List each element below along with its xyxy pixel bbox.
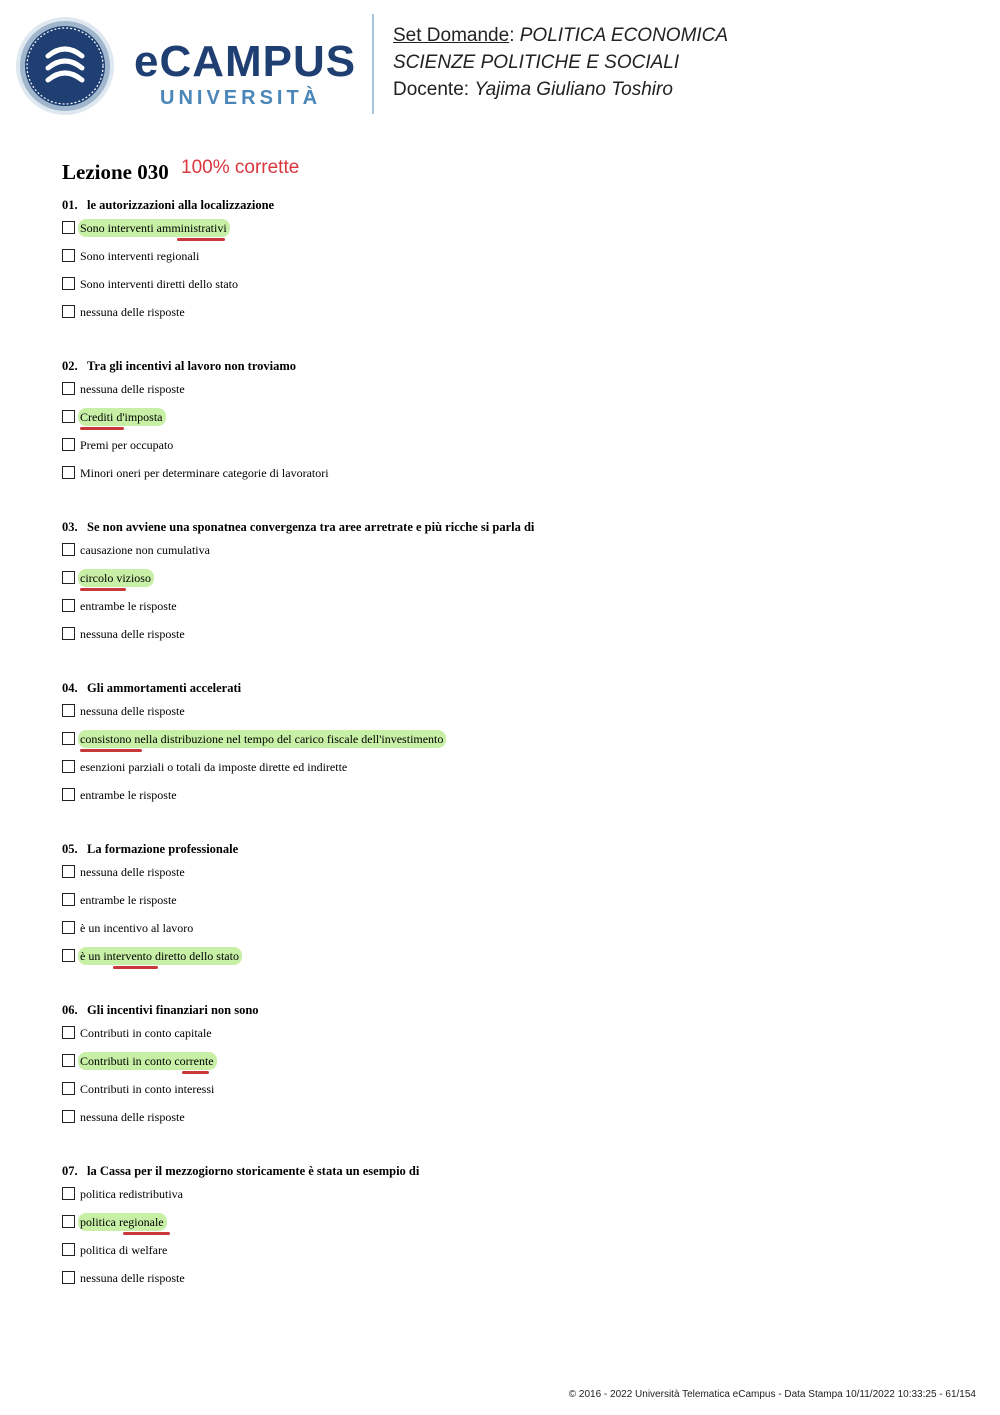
answer-option[interactable] — [62, 221, 962, 249]
header-divider — [372, 14, 374, 114]
answer-checkbox[interactable] — [62, 599, 75, 612]
answer-text: Contributi in conto capitale — [80, 1026, 212, 1040]
question-list — [62, 196, 962, 1323]
question-text: le autorizzazioni alla localizzazione — [87, 198, 275, 212]
correct-answer-text: Crediti d'imposta — [78, 408, 166, 426]
answer-text: nessuna delle risposte — [80, 1271, 185, 1285]
answer-text: Sono interventi regionali — [80, 249, 200, 263]
question-number: 04. — [62, 681, 78, 695]
answer-checkbox[interactable] — [62, 921, 75, 934]
ecampus-seal-icon — [14, 16, 116, 116]
answer-option[interactable] — [62, 438, 962, 466]
question-text: Gli incentivi finanziari non sono — [87, 1003, 259, 1017]
set-label: Set Domande — [393, 25, 510, 46]
question-title — [62, 840, 962, 858]
answer-checkbox[interactable] — [62, 949, 75, 962]
answer-checkbox[interactable] — [62, 438, 75, 451]
question-text: Se non avviene una sponatnea convergenza tra aree arretrate e più ricche si parla di — [87, 520, 535, 534]
answer-checkbox[interactable] — [62, 788, 75, 801]
answer-checkbox[interactable] — [62, 1082, 75, 1095]
answer-checkbox[interactable] — [62, 382, 75, 395]
score-label: 100% corrette — [181, 157, 300, 178]
answer-text: nessuna delle risposte — [80, 1110, 185, 1124]
answer-option[interactable] — [62, 732, 962, 760]
answer-text: nessuna delle risposte — [80, 865, 185, 879]
page-footer: © 2016 - 2022 Università Telematica eCampus - Data Stampa 10/11/2022 10:33:25 - 61/154 — [568, 1389, 976, 1400]
answer-text: Minori oneri per determinare categorie di lavoratori — [80, 466, 329, 480]
question-block — [62, 357, 962, 494]
answer-text: nessuna delle risposte — [80, 704, 185, 718]
answer-checkbox[interactable] — [62, 1110, 75, 1123]
question-title — [62, 1162, 962, 1180]
answer-checkbox[interactable] — [62, 1243, 75, 1256]
answer-option[interactable] — [62, 382, 962, 410]
answer-checkbox[interactable] — [62, 249, 75, 262]
page-header — [0, 0, 1000, 130]
question-title — [62, 196, 962, 214]
answer-text: entrambe le risposte — [80, 893, 177, 907]
answer-text: è un incentivo al lavoro — [80, 921, 194, 935]
question-number: 02. — [62, 359, 78, 373]
answer-checkbox[interactable] — [62, 732, 75, 745]
answer-underline-mark — [80, 749, 142, 752]
answer-text: esenzioni parziali o totali da imposte dirette ed indirette — [80, 760, 348, 774]
answer-text: Premi per occupato — [80, 438, 174, 452]
answer-checkbox[interactable] — [62, 627, 75, 640]
answer-checkbox[interactable] — [62, 221, 75, 234]
docente-name: Yajima Giuliano Toshiro — [474, 79, 673, 100]
answer-checkbox[interactable] — [62, 305, 75, 318]
answer-option[interactable] — [62, 704, 962, 732]
answer-underline-mark — [182, 1071, 209, 1074]
answer-option[interactable] — [62, 277, 962, 305]
logo-subtitle: UNIVERSITÀ — [160, 87, 322, 109]
answer-underline-mark — [80, 427, 124, 430]
correct-answer-text: è un intervento diretto dello stato — [78, 947, 242, 965]
lesson-heading — [62, 160, 169, 185]
answer-option[interactable] — [62, 921, 962, 949]
question-block — [62, 1001, 962, 1138]
answer-option[interactable] — [62, 893, 962, 921]
answer-text: causazione non cumulativa — [80, 543, 210, 557]
question-text: Gli ammortamenti accelerati — [87, 681, 242, 695]
answer-option[interactable] — [62, 1215, 962, 1243]
answer-checkbox[interactable] — [62, 466, 75, 479]
answer-option[interactable] — [62, 949, 962, 977]
answer-text: nessuna delle risposte — [80, 382, 185, 396]
answer-text: politica di welfare — [80, 1243, 168, 1257]
answer-text: nessuna delle risposte — [80, 627, 185, 641]
subject-name: POLITICA ECONOMICA — [519, 25, 729, 46]
question-number: 03. — [62, 520, 78, 534]
answer-text: politica redistributiva — [80, 1187, 183, 1201]
answer-option[interactable] — [62, 788, 962, 816]
answer-option[interactable] — [62, 1110, 962, 1138]
answer-text: Contributi in conto interessi — [80, 1082, 215, 1096]
question-block — [62, 196, 962, 333]
answer-option[interactable] — [62, 466, 962, 494]
question-text: La formazione professionale — [87, 842, 239, 856]
answer-text: entrambe le risposte — [80, 599, 177, 613]
answer-option[interactable] — [62, 599, 962, 627]
answer-checkbox[interactable] — [62, 1026, 75, 1039]
answer-checkbox[interactable] — [62, 277, 75, 290]
answer-option[interactable] — [62, 571, 962, 599]
answer-option[interactable] — [62, 1054, 962, 1082]
answer-checkbox[interactable] — [62, 410, 75, 423]
answer-checkbox[interactable] — [62, 704, 75, 717]
answer-text: nessuna delle risposte — [80, 305, 185, 319]
question-number: 01. — [62, 198, 78, 212]
answer-underline-mark — [80, 588, 126, 591]
answer-text: entrambe le risposte — [80, 788, 177, 802]
question-text: Tra gli incentivi al lavoro non troviamo — [87, 359, 297, 373]
answer-checkbox[interactable] — [62, 865, 75, 878]
question-title — [62, 1001, 962, 1019]
answer-checkbox[interactable] — [62, 760, 75, 773]
question-block — [62, 518, 962, 655]
question-title — [62, 679, 962, 697]
answer-option[interactable] — [62, 1026, 962, 1054]
question-number: 07. — [62, 1164, 78, 1178]
answer-option[interactable] — [62, 760, 962, 788]
logo-wordmark: eCAMPUS — [134, 37, 357, 86]
question-number: 06. — [62, 1003, 78, 1017]
answer-checkbox[interactable] — [62, 1187, 75, 1200]
answer-option[interactable] — [62, 305, 962, 333]
correct-answer-text: Contributi in conto corrente — [78, 1052, 217, 1070]
answer-option[interactable] — [62, 627, 962, 655]
faculty-name: SCIENZE POLITICHE E SOCIALI — [393, 52, 680, 73]
question-number: 05. — [62, 842, 78, 856]
answer-checkbox[interactable] — [62, 893, 75, 906]
question-block — [62, 1162, 962, 1299]
lesson-title: Lezione 030 — [62, 160, 169, 184]
answer-option[interactable] — [62, 249, 962, 277]
answer-option[interactable] — [62, 1243, 962, 1271]
correct-answer-text: consistono nella distribuzione nel tempo del carico fiscale dell'investimento — [78, 730, 446, 748]
answer-underline-mark — [113, 966, 158, 969]
answer-checkbox[interactable] — [62, 1215, 75, 1228]
question-title — [62, 518, 962, 536]
question-title — [62, 357, 962, 375]
answer-underline-mark — [123, 1232, 170, 1235]
answer-option[interactable] — [62, 543, 962, 571]
answer-text: Sono interventi diretti dello stato — [80, 277, 238, 291]
correct-answer-text: circolo vizioso — [78, 569, 154, 587]
answer-checkbox[interactable] — [62, 1271, 75, 1284]
answer-checkbox[interactable] — [62, 543, 75, 556]
answer-option[interactable] — [62, 1187, 962, 1215]
answer-checkbox[interactable] — [62, 1054, 75, 1067]
question-block — [62, 840, 962, 977]
answer-option[interactable] — [62, 865, 962, 893]
question-block — [62, 679, 962, 816]
correct-answer-text: politica regionale — [78, 1213, 167, 1231]
docente-label: Docente — [393, 79, 464, 100]
header-info: Set Domande: POLITICA ECONOMICA SCIENZE POLITICHE E SOCIALI Docente: Yajima Giuliano Toshiro — [393, 25, 729, 100]
answer-option[interactable] — [62, 410, 962, 438]
answer-option[interactable] — [62, 1082, 962, 1110]
correct-answer-text: Sono interventi amministrativi — [78, 219, 230, 237]
answer-underline-mark — [177, 238, 225, 241]
answer-checkbox[interactable] — [62, 571, 75, 584]
answer-option[interactable] — [62, 1271, 962, 1299]
question-text: la Cassa per il mezzogiorno storicamente è stata un esempio di — [87, 1164, 420, 1178]
